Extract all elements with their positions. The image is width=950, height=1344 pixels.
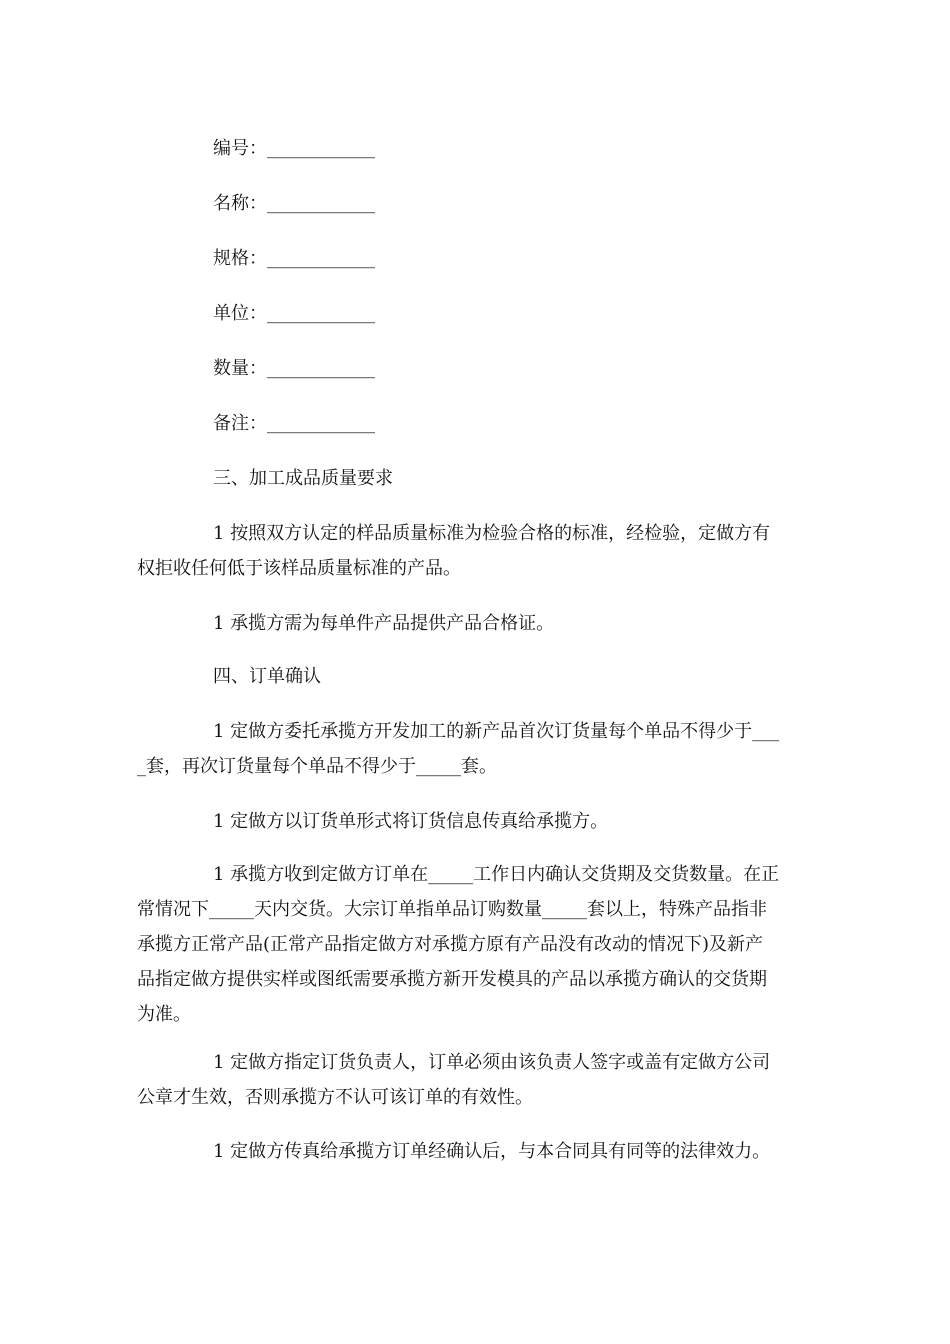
field-blank: ____________ xyxy=(267,138,375,159)
paragraph-quality-standard xyxy=(137,516,813,586)
field-blank: ____________ xyxy=(267,248,375,269)
field-label: 名称： xyxy=(213,193,267,214)
paragraph-order-quantity xyxy=(137,714,813,784)
field-remarks xyxy=(213,411,375,437)
paragraph-line: 1 承揽方收到定做方订单在_____工作日内确认交货期及交货数量。在正 xyxy=(213,864,780,885)
paragraph-line: 1 定做方委托承揽方开发加工的新产品首次订货量每个单品不得少于___ xyxy=(213,721,780,742)
paragraph-line: 1 按照双方认定的样品质量标准为检验合格的标准，经检验，定做方有 xyxy=(213,523,771,544)
paragraph-line: _套，再次订货量每个单品不得少于_____套。 xyxy=(137,756,497,777)
paragraph-line: 1 定做方以订货单形式将订货信息传真给承揽方。 xyxy=(213,811,609,832)
paragraph-line: 公章才生效，否则承揽方不认可该订单的有效性。 xyxy=(137,1087,533,1108)
paragraph-legal-effect xyxy=(137,1134,813,1169)
field-label: 备注： xyxy=(213,413,267,434)
field-label: 单位： xyxy=(213,303,267,324)
paragraph-line: 品指定做方提供实样或图纸需要承揽方新开发模具的产品以承揽方确认的交货期 xyxy=(137,969,767,990)
field-blank: ____________ xyxy=(267,358,375,379)
paragraph-delivery-confirm xyxy=(137,857,813,1032)
paragraph-certificate xyxy=(137,606,813,641)
paragraph-line: 权拒收任何低于该样品质量标准的产品。 xyxy=(137,558,461,579)
field-label: 编号： xyxy=(213,138,267,159)
paragraph-line: 常情况下_____天内交货。大宗订单指单品订购数量_____套以上，特殊产品指非 xyxy=(137,899,767,920)
paragraph-line: 为准。 xyxy=(137,1004,191,1025)
field-name xyxy=(213,191,375,217)
field-unit xyxy=(213,301,375,327)
field-blank: ____________ xyxy=(267,303,375,324)
field-label: 规格： xyxy=(213,248,267,269)
field-quantity xyxy=(213,356,375,382)
field-number xyxy=(213,136,375,162)
field-blank: ____________ xyxy=(267,193,375,214)
section-heading-quality: 三、加工成品质量要求 xyxy=(213,468,393,489)
section-heading-order-confirm: 四、订单确认 xyxy=(213,666,321,687)
paragraph-line: 承揽方正常产品(正常产品指定做方对承揽方原有产品没有改动的情况下)及新产 xyxy=(137,934,764,955)
paragraph-line: 1 定做方传真给承揽方订单经确认后，与本合同具有同等的法律效力。 xyxy=(213,1141,771,1162)
field-label: 数量： xyxy=(213,358,267,379)
paragraph-order-fax xyxy=(137,804,813,839)
paragraph-order-signature xyxy=(137,1045,813,1115)
field-spec xyxy=(213,246,375,272)
field-blank: ____________ xyxy=(267,413,375,434)
paragraph-line: 1 承揽方需为每单件产品提供产品合格证。 xyxy=(213,613,555,634)
paragraph-line: 1 定做方指定订货负责人，订单必须由该负责人签字或盖有定做方公司 xyxy=(213,1052,771,1073)
